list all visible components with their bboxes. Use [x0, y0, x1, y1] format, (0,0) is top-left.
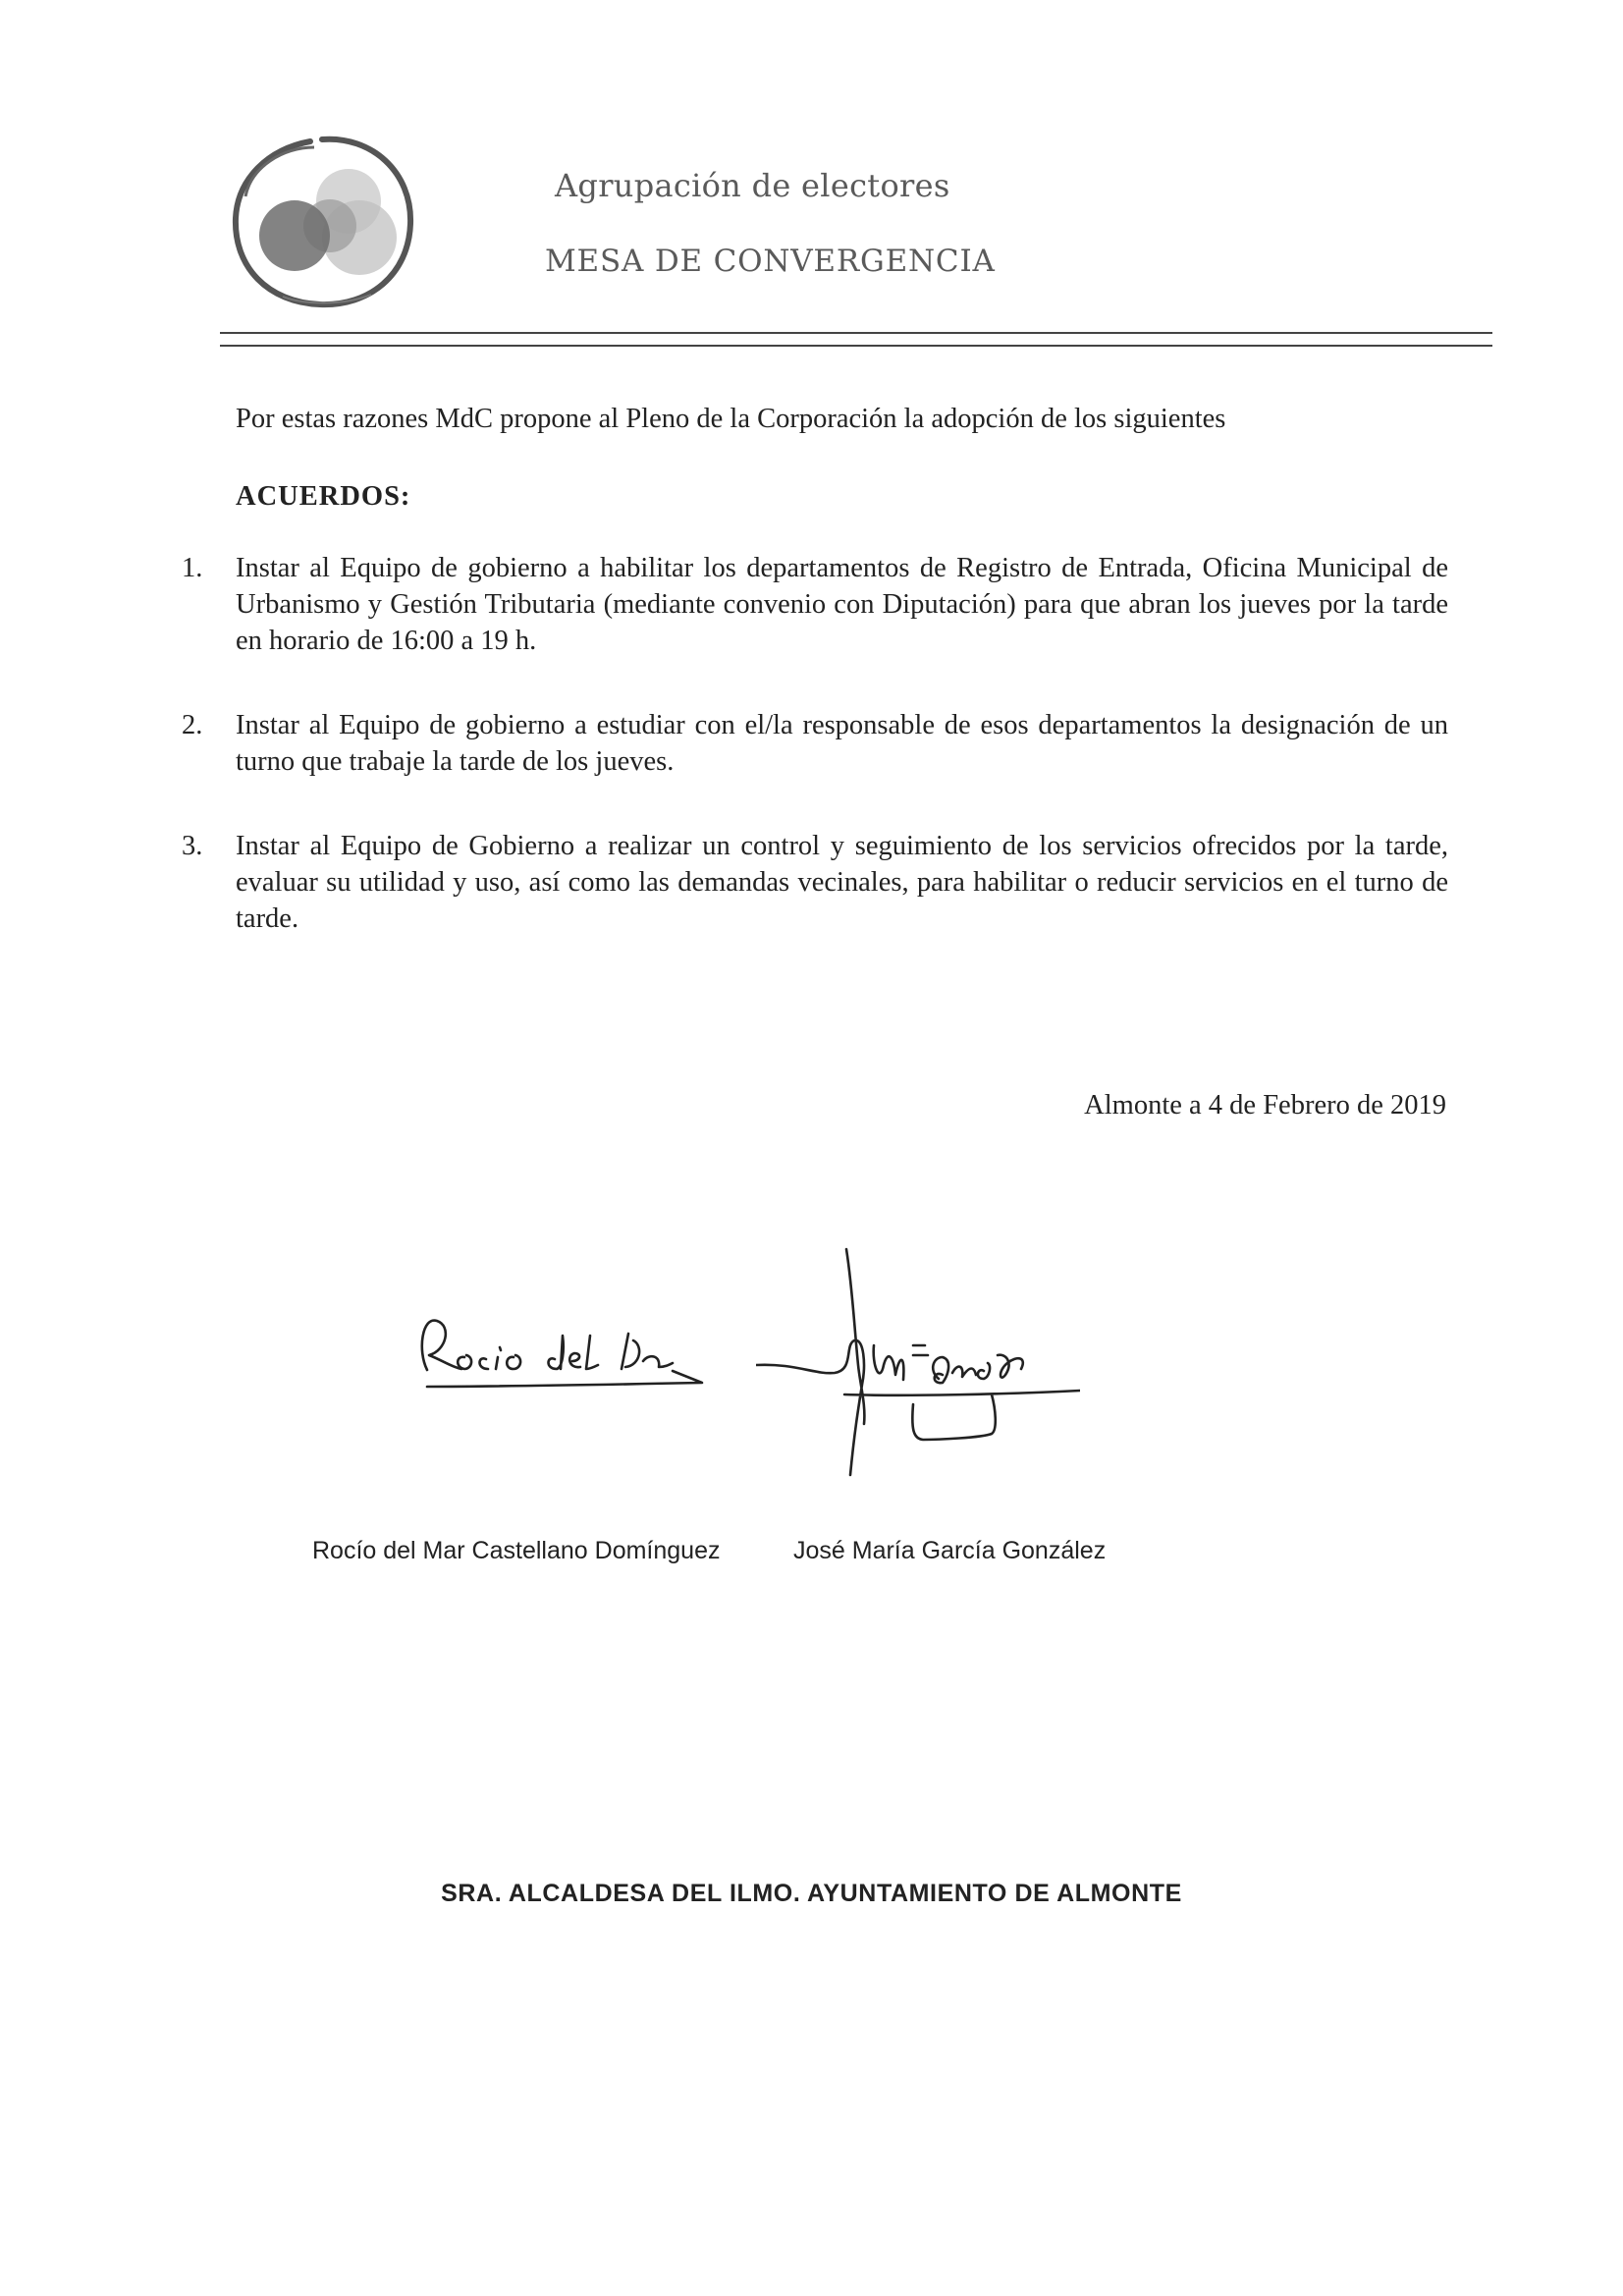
header-rule-top [220, 332, 1492, 334]
agreement-number: 1. [182, 553, 203, 583]
agreement-item [182, 828, 1448, 937]
agreement-text: Instar al Equipo de gobierno a habilitar los departamentos de Registro de Entrada, Oficina Municipal de Urbanismo y Gestión Tributaria (mediante convenio con Diputación) para que abran los jueves por la tarde en horario de 16:00 a 19 h. [236, 553, 1448, 656]
agreement-item [182, 707, 1448, 780]
addressee-line: SRA. ALCALDESA DEL ILMO. AYUNTAMIENTO DE ALMONTE [441, 1880, 1182, 1907]
signature-rocio [407, 1296, 722, 1404]
signer-name: Rocío del Mar Castellano Domínguez [312, 1537, 721, 1564]
organization-subtitle: MESA DE CONVERGENCIA [545, 244, 996, 279]
agreements-heading: ACUERDOS: [236, 481, 411, 512]
organization-logo [224, 128, 420, 314]
organization-name: Agrupación de electores [555, 167, 950, 204]
agreement-text: Instar al Equipo de gobierno a estudiar con el/la responsable de esos departamentos la designación de un turno que trabaje la tarde de los jueves. [236, 710, 1448, 777]
agreement-number: 3. [182, 831, 203, 861]
agreement-text: Instar al Equipo de Gobierno a realizar un control y seguimiento de los servicios ofrecidos por la tarde, evaluar su utilidad y uso, así como las demandas vecinales, para habilitar o reducir servicios en el turno de tarde. [236, 831, 1448, 934]
signer-name: José María García González [793, 1537, 1107, 1564]
agreement-number: 2. [182, 710, 203, 740]
intro-paragraph: Por estas razones MdC propone al Pleno de la Corporación la adopción de los siguientes [236, 404, 1226, 434]
agreement-item [182, 550, 1448, 659]
signature-jose-maria [756, 1247, 1080, 1483]
header-rule-bottom [220, 345, 1492, 347]
place-and-date: Almonte a 4 de Febrero de 2019 [1084, 1090, 1446, 1121]
